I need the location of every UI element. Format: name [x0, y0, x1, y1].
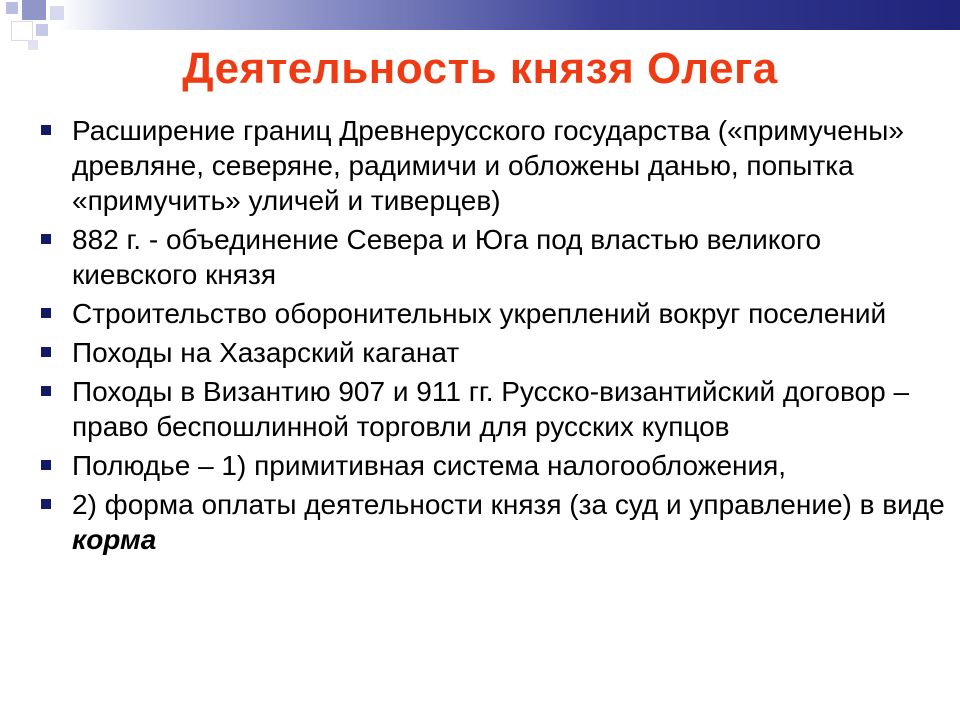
header-gradient-bar — [0, 0, 960, 30]
square-bullet-icon — [41, 347, 51, 357]
square-bullet-icon — [41, 234, 51, 244]
slide-title: Деятельность князя Олега — [182, 44, 778, 93]
bullet-text: Полюдье – 1) примитивная система налогообложения, — [72, 450, 787, 481]
bullet-text: 2) форма оплаты деятельности князя (за суд и управление) в виде — [72, 489, 945, 520]
decor-square — [36, 24, 48, 36]
bullet-item — [36, 296, 952, 331]
square-bullet-icon — [41, 499, 51, 509]
bullet-item — [36, 222, 952, 292]
decor-square — [22, 0, 46, 20]
square-bullet-icon — [41, 386, 51, 396]
bullet-item — [36, 374, 952, 444]
bullet-item — [36, 487, 952, 557]
bullet-emphasis: корма — [72, 524, 157, 555]
decor-square — [6, 2, 18, 14]
square-bullet-icon — [41, 308, 51, 318]
bullet-text: Строительство оборонительных укреплений вокруг поселений — [72, 298, 887, 329]
bullet-list — [36, 113, 952, 561]
decor-square — [12, 22, 32, 40]
bullet-item — [36, 113, 952, 218]
bullet-item — [36, 335, 952, 370]
bullet-text: Расширение границ Древнерусского государства («примучены» древляне, северяне, радимичи и обложены данью, попытка «примучить» уличей и тиверцев) — [72, 115, 904, 216]
square-bullet-icon — [41, 460, 51, 470]
bullet-text: Походы в Византию 907 и 911 гг. Русско-византийский договор – право беспошлинной торговли для русских купцов — [72, 376, 910, 442]
square-bullet-icon — [41, 125, 51, 135]
bullet-text: Походы на Хазарский каганат — [72, 337, 460, 368]
bullet-text: 882 г. - объединение Севера и Юга под властью великого киевского князя — [72, 224, 822, 290]
bullet-item — [36, 448, 952, 483]
decor-square — [50, 6, 64, 20]
